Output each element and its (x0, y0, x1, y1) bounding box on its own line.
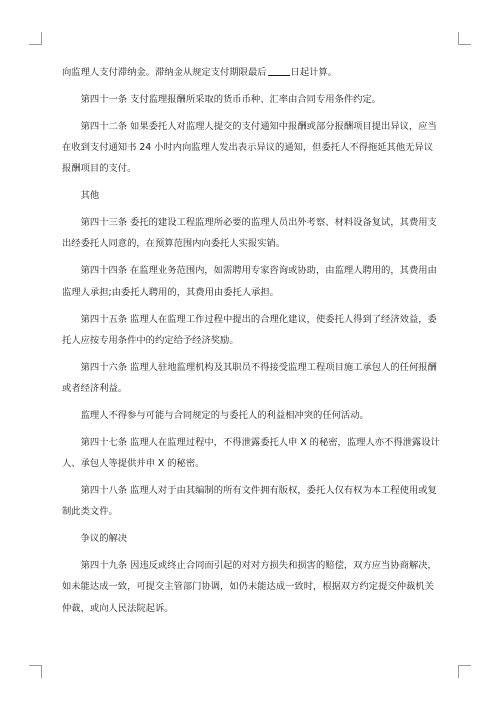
paragraph-article-41: 第四十一条 支付监理报酬所采取的货币币种、汇率由合同专用条件约定。 (80, 93, 382, 105)
crop-mark-bottom-left (29, 665, 42, 678)
paragraph-article-45: 第四十五条 监理人在监理工作过程中提出的合理化建议，使委托人得到了经济效益，委托人应按专用条件中的约定给予经济奖励。 (62, 313, 437, 346)
paragraph-conflict-of-interest: 监理人不得参与可能与合同规定的与委托人的利益相冲突的任何活动。 (80, 409, 369, 421)
paragraph-text: 向监理人支付滞纳金。滞纳金从规定支付期限最后 (62, 67, 267, 78)
crop-mark-top-right (458, 32, 471, 45)
paragraph-article-46: 第四十六条 监理人驻地监理机构及其职员不得接受监理工程项目施工承包人的任何报酬或者经济利益。 (62, 361, 437, 395)
paragraph-article-49: 第四十九条 因违反或终止合同而引起的对对方损失和损害的赔偿，双方应当协商解决，如未能达成一致，可提交主管部门协调，如仍未能达成一致时，根据双方约定提交仲裁机关仲裁，或向人民法院起诉。 (62, 560, 437, 614)
crop-mark-bottom-right (458, 665, 471, 678)
document-body (62, 62, 440, 625)
section-heading-other: 其他 (80, 190, 100, 202)
paragraph-article-48: 第四十八条 监理人对于由其编制的所有文件拥有版权，委托人仅有权为本工程使用或复制此类文件。 (62, 484, 437, 518)
paragraph-article-47: 第四十七条 监理人在监理过程中，不得泄露委托人申 X 的秘密，监理人亦不得泄露设计人、承包人等提供并申 X 的秘密。 (62, 436, 440, 470)
paragraph-article-44: 第四十四条 在监理业务范围内，如需聘用专家咨询或协助，由监理人聘用的，其费用由监理人承担;由委托人聘用的，其费用由委托人承担。 (62, 265, 437, 298)
paragraph-article-43: 第四十三条 委托的建设工程监理所必要的监理人员出外考察、材料设备复试，其费用支出经委托人同意的，在预算范围内向委托人实报实销。 (62, 217, 437, 250)
paragraph-text: 日起计算。 (290, 67, 338, 78)
section-heading-dispute-resolution: 争议的解决 (80, 533, 128, 545)
crop-mark-top-left (29, 32, 42, 45)
fill-in-blank (268, 66, 290, 76)
paragraph-article-42: 第四十二条 如果委托人对监理人提交的支付通知中报酬或部分报酬项目提出异议，应当在收到支付通知书 24 小时内向监理人发出表示异议的通知，但委托人不得拖延其他无异议报酬项目的支付。 (62, 120, 437, 175)
paragraph-late-fee (62, 62, 440, 83)
